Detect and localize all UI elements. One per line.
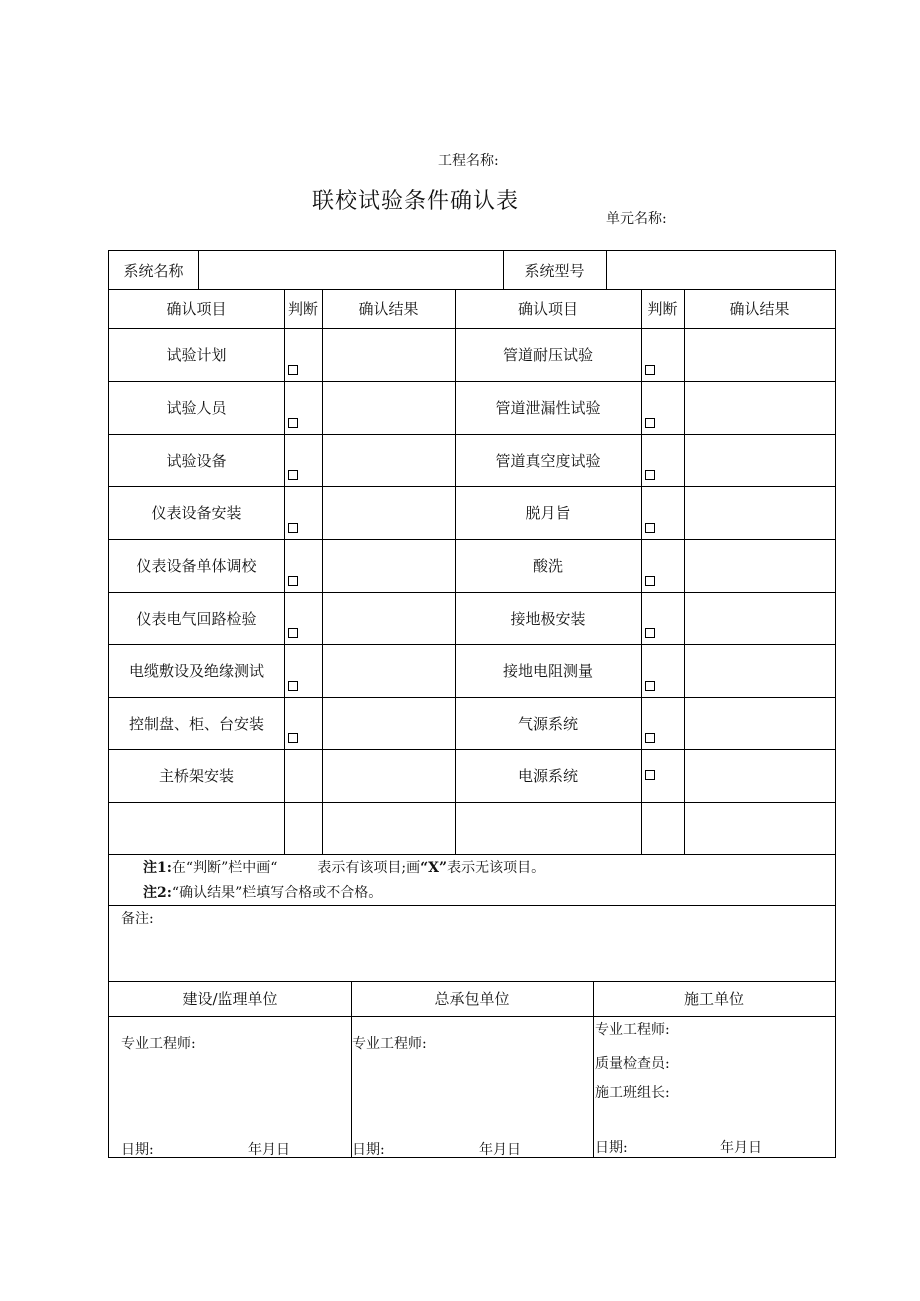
judge-checkbox[interactable] bbox=[645, 681, 655, 691]
team-leader-label: 施工班组长: bbox=[595, 1085, 670, 1101]
system-name-field[interactable] bbox=[198, 251, 503, 289]
judge-checkbox[interactable] bbox=[288, 365, 298, 375]
column-header-judge-right: 判断 bbox=[647, 300, 678, 318]
left-item-label: 主桥架安装 bbox=[158, 767, 234, 785]
engineer-label: 专业工程师: bbox=[121, 1036, 196, 1052]
left-item-label: 试验设备 bbox=[166, 451, 227, 470]
note-1: 注1:在“判断”栏中画“ 表示有该项目;画“X”表示无该项目。 bbox=[143, 860, 546, 876]
judge-checkbox[interactable] bbox=[288, 733, 298, 743]
right-item-label: 电源系统 bbox=[517, 767, 578, 785]
right-item-label: 酸洗 bbox=[532, 557, 563, 575]
signature-header-construction: 施工单位 bbox=[683, 990, 744, 1008]
judge-checkbox[interactable] bbox=[645, 365, 655, 375]
judge-checkbox[interactable] bbox=[645, 470, 655, 480]
date-label: 日期: bbox=[121, 1142, 154, 1158]
judge-checkbox[interactable] bbox=[645, 418, 655, 428]
engineer-label: 专业工程师: bbox=[595, 1022, 670, 1038]
left-item-label: 电缆敷设及绝缘测试 bbox=[128, 662, 264, 680]
system-name-label: 系统名称 bbox=[123, 261, 184, 280]
judge-checkbox[interactable] bbox=[645, 576, 655, 586]
judge-checkbox[interactable] bbox=[645, 770, 655, 780]
judge-checkbox[interactable] bbox=[288, 681, 298, 691]
system-model-label: 系统型号 bbox=[524, 261, 585, 280]
project-name-label: 工程名称: bbox=[438, 153, 499, 169]
signature-header-owner: 建设/监理单位 bbox=[182, 990, 278, 1008]
right-item-label: 管道耐压试验 bbox=[502, 346, 593, 364]
remarks-label: 备注: bbox=[121, 911, 154, 927]
left-item-label: 仪表设备安装 bbox=[151, 504, 242, 522]
right-item-label: 管道泄漏性试验 bbox=[495, 399, 601, 417]
judge-checkbox[interactable] bbox=[288, 418, 298, 428]
right-item-label: 接地电阻测量 bbox=[502, 662, 593, 680]
right-item-label: 气源系统 bbox=[517, 714, 578, 733]
signature-header-contractor: 总承包单位 bbox=[434, 990, 510, 1008]
date-format: 年月日 bbox=[720, 1140, 762, 1156]
judge-checkbox[interactable] bbox=[288, 470, 298, 480]
date-label: 日期: bbox=[595, 1140, 628, 1156]
column-header-item-left: 确认项目 bbox=[166, 300, 227, 318]
judge-checkbox[interactable] bbox=[645, 523, 655, 533]
date-format: 年月日 bbox=[248, 1142, 290, 1158]
judge-checkbox[interactable] bbox=[288, 576, 298, 586]
left-item-label: 试验计划 bbox=[166, 346, 227, 364]
left-item-label: 仪表设备单体调校 bbox=[136, 557, 257, 575]
confirmation-form-table bbox=[108, 250, 836, 1158]
judge-checkbox[interactable] bbox=[288, 523, 298, 533]
unit-name-label: 单元名称: bbox=[606, 211, 667, 227]
date-label: 日期: bbox=[352, 1142, 385, 1158]
column-header-result-right: 确认结果 bbox=[729, 300, 790, 318]
judge-checkbox[interactable] bbox=[645, 733, 655, 743]
column-header-item-right: 确认项目 bbox=[517, 300, 578, 318]
right-item-label: 管道真空度试验 bbox=[495, 451, 601, 470]
right-item-label: 脱月旨 bbox=[525, 504, 571, 522]
system-model-field[interactable] bbox=[606, 251, 835, 289]
right-item-label: 接地极安装 bbox=[510, 609, 586, 628]
judge-checkbox[interactable] bbox=[288, 628, 298, 638]
judge-checkbox[interactable] bbox=[645, 628, 655, 638]
inspector-label: 质量检查员: bbox=[595, 1056, 670, 1072]
date-format: 年月日 bbox=[479, 1142, 521, 1158]
column-header-judge-left: 判断 bbox=[287, 300, 318, 318]
note-2: 注2:“确认结果”栏填写合格或不合格。 bbox=[143, 885, 383, 901]
left-item-label: 试验人员 bbox=[166, 399, 227, 417]
left-item-label: 仪表电气回路检验 bbox=[136, 609, 257, 628]
page-title: 联校试验条件确认表 bbox=[312, 189, 520, 214]
engineer-label: 专业工程师: bbox=[352, 1036, 427, 1052]
left-item-label: 控制盘、柜、台安装 bbox=[128, 714, 264, 733]
column-header-result-left: 确认结果 bbox=[358, 300, 419, 318]
